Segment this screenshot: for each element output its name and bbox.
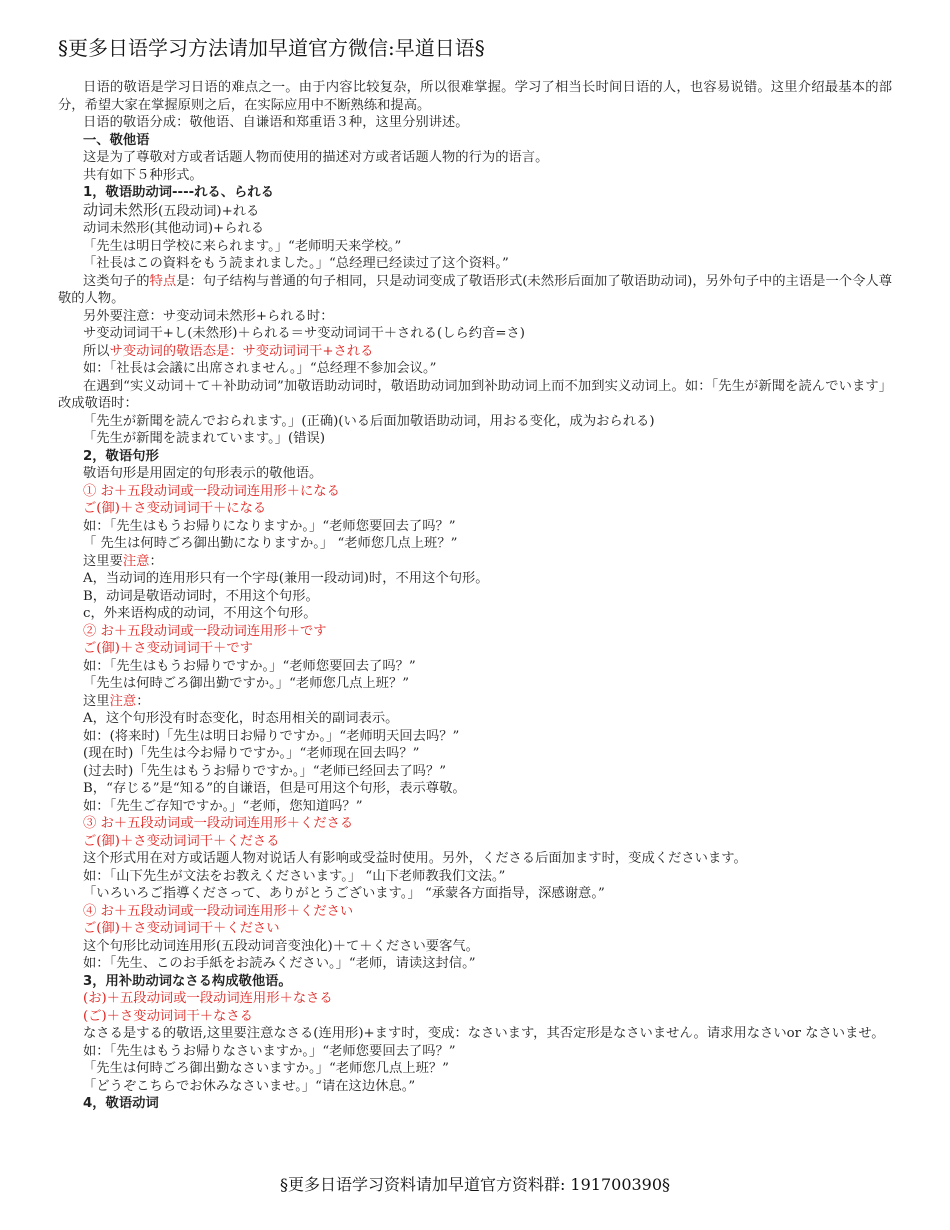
highlighted-text: (お)＋五段动词或一段动词连用形＋なさる [83,991,333,1006]
text-segment: 「先生は何時ごろ御出勤ですか。」“老师您几点上班？” [83,676,410,691]
highlighted-text: 特点 [149,273,177,289]
paragraph-line [58,938,892,956]
highlighted-text: (ご)＋さ变动词词干＋なさる [83,1008,253,1024]
text-segment: 4，敬语动词 [83,1096,159,1111]
highlighted-text: ご(御)＋さ变动词词干＋です [83,641,253,656]
page-footer: §更多日语学习资料请加早道官方资料群: 191700390§ [279,1175,671,1194]
text-segment: 这类句子的 [83,273,150,289]
paragraph-line [58,430,892,448]
text-segment: 所以 [83,343,110,359]
text-segment: 如：「先生ご存知ですか。」“老师，您知道吗？” [83,798,363,814]
paragraph-line [58,955,892,973]
text-segment: ： [149,553,163,569]
paragraph-line [58,308,892,326]
paragraph-line [58,273,892,308]
paragraph-line [58,465,892,483]
text-segment: 如：「先生はもうお帰りになりますか。」“老师您要回去了吗？” [83,518,456,534]
text-segment: サ变动词词干+し(未然形)＋られる＝サ变动词词干＋される(しら约音=さ) [83,326,525,341]
text-segment: 一、敬他语 [83,132,150,148]
paragraph-line [58,413,892,431]
text-segment: 如：「先生、このお手紙をお読みください。」“老师，请读这封信。” [83,956,476,971]
text-segment: 如：「山下先生が文法をお教えくださいます。」 “山下老师教我们文法。” [83,868,506,884]
text-segment: 2，敬语句形 [83,448,159,464]
text-segment: 「先生は何時ごろ御出勤なさいますか。」“老师您几点上班？” [83,1061,449,1076]
section-heading [58,973,892,991]
text-segment: 日语的敬语分成：敬他语、自谦语和郑重语３种，这里分别讲述。 [83,115,469,130]
text-segment: 动词未然形(其他动词)+られる [83,221,265,236]
paragraph-line [58,202,892,221]
text-segment: 如：(将来时)「先生は明日お帰りですか。」“老师明天回去吗？” [83,728,460,744]
text-segment: なさる是する的敬语,这里要注意なさる(连用形)+ます时，变成：なさいます，其否定形是なさいません。请求用なさいor なさいませ。 [83,1026,885,1041]
paragraph-line [58,1008,892,1026]
paragraph-line [58,710,892,728]
text-segment: 这是为了尊敬对方或者话题人物而使用的描述对方或者话题人物的行为的语言。 [83,150,549,165]
paragraph-line [58,588,892,606]
paragraph-line [58,570,892,588]
text-segment: B，动词是敬语动词时，不用这个句形。 [83,588,319,604]
section-heading [58,1095,892,1113]
highlighted-text: ② お＋五段动词或一段动词连用形＋です [83,623,327,639]
paragraph-line [58,167,892,185]
text-segment: 「どうぞこちらでお休みなさいませ。」“请在这边休息。” [83,1078,416,1094]
text-segment: 如：「先生はもうお帰りなさいますか。」“老师您要回去了吗？” [83,1043,456,1059]
paragraph-line [58,640,892,658]
text-segment: 「先生が新聞を読んでおられます。」(正确)(いる后面加敬语助动词，用おる变化，成为おられる) [83,413,655,429]
paragraph-line [58,675,892,693]
section-heading [58,184,892,202]
section-heading [58,448,892,466]
paragraph-line [58,850,892,868]
text-segment: (过去时)「先生はもうお帰りですか。」“老师已经回去了吗？” [83,763,447,779]
paragraph-line [58,780,892,798]
text-segment: 「 先生は何時ごろ御出勤になりますか。」 “老师您几点上班？” [83,536,458,551]
paragraph-line [58,343,892,361]
text-segment: 如：「社長は会議に出席されません。」“总经理不参加会议。” [83,361,437,376]
text-segment: 「いろいろご指導くださって、ありがとうございます。」 “承蒙各方面指导，深感谢意。” [83,886,605,901]
text-segment: 这里 [83,693,110,709]
text-segment: 日语的敬语是学习日语的难点之一。由于内容比较复杂，所以很难掌握。学习了相当长时间日语的人，也容易说错。这里介绍最基本的部分，希望大家在掌握原则之后，在实际应用中不断熟练和提高。 [58,80,892,113]
paragraph-line [58,500,892,518]
document-body [58,79,892,1113]
paragraph-line [58,378,892,413]
text-segment: ： [136,693,150,709]
text-segment: c，外来语构成的动词，不用这个句形。 [83,606,317,621]
text-segment: A，当动词的连用形只有一个字母(兼用一段动词)时，不用这个句形。 [83,571,489,586]
paragraph-line [58,658,892,676]
paragraph-line [58,798,892,816]
highlighted-text: ④ お＋五段动词或一段动词连用形＋ください [83,903,354,919]
paragraph-line [58,1078,892,1096]
highlighted-text: ③ お＋五段动词或一段动词连用形＋くださる [83,816,354,831]
highlighted-text: ご(御)＋さ变动词词干＋くださる [83,833,280,849]
paragraph-line [58,1025,892,1043]
text-segment: (五段动词)+れる [158,203,260,219]
paragraph-line [58,79,892,114]
paragraph-line [58,903,892,921]
paragraph-line [58,728,892,746]
paragraph-line [58,255,892,273]
paragraph-line [58,693,892,711]
text-segment: 另外要注意：サ变动词未然形+られる时： [83,308,334,324]
paragraph-line [58,623,892,641]
paragraph-line [58,745,892,763]
text-segment: 如：「先生はもうお帰りですか。」“老师您要回去了吗？” [83,658,416,674]
paragraph-line [58,815,892,833]
highlighted-text: 注意 [109,693,137,709]
text-segment: 1，敬语助动词----れる、られる [83,185,274,200]
text-segment: 共有如下５种形式。 [83,167,203,183]
text-segment: 这个形式用在对方或话题人物对说话人有影响或受益时使用。另外，くださる后面加ます时，变成くださいます。 [83,851,747,866]
paragraph-line [58,868,892,886]
section-heading [58,132,892,150]
highlighted-text: ご(御)＋さ变动词词干＋ください [83,921,280,936]
paragraph-line [58,325,892,343]
highlighted-text: 注意 [122,553,150,569]
highlighted-text: ① お＋五段动词或一段动词连用形＋になる [83,483,340,499]
paragraph-line [58,920,892,938]
text-segment: 这个句形比动词连用形(五段动词音变浊化)＋て＋ください要客气。 [83,938,479,954]
paragraph-line [58,990,892,1008]
highlighted-text: ご(御)＋さ变动词词干＋になる [83,501,267,516]
page-header: §更多日语学习方法请加早道官方微信:早道日语§ [58,36,485,60]
text-segment: 「先生が新聞を読まれています。」(错误) [83,431,326,446]
highlighted-text: サ变动词的敬语态是：サ变动词词干+される [109,343,374,359]
paragraph-line [58,833,892,851]
text-segment: 「先生は明日学校に来られます。」“老师明天来学校。” [83,238,402,254]
paragraph-line [58,885,892,903]
text-segment: 这里要 [83,553,123,569]
text-segment: 动词未然形 [83,200,159,219]
paragraph-line [58,483,892,501]
text-segment: 是：句子结构与普通的句子相同，只是动词变成了敬语形式(未然形后面加了敬语助动词)，另外句子中的主语是一个令人尊敬的人物。 [58,273,893,306]
paragraph-line [58,518,892,536]
paragraph-line [58,149,892,167]
text-segment: A，这个句形没有时态变化，时态用相关的副词表示。 [83,711,399,726]
paragraph-line [58,553,892,571]
paragraph-line [58,220,892,238]
paragraph-line [58,1060,892,1078]
paragraph-line [58,360,892,378]
text-segment: B，“存じる”是“知る”的自谦语，但是可用这个句形，表示尊敬。 [83,781,466,796]
paragraph-line [58,1043,892,1061]
text-segment: 「社長はこの資料をもう読まれました。」“总经理已经读过了这个资料。” [83,256,509,271]
text-segment: 在遇到“实义动词＋て＋补助动词”加敬语助动词时，敬语助动词加到补助动词上而不加到实义动词上。如：「先生が新聞を読んでいます」改成敬语时： [58,378,892,411]
paragraph-line [58,238,892,256]
paragraph-line [58,535,892,553]
paragraph-line [58,763,892,781]
paragraph-line [58,114,892,132]
text-segment: (现在时)「先生は今お帰りですか。」“老师现在回去吗？” [83,746,420,761]
text-segment: 敬语句形是用固定的句形表示的敬他语。 [83,466,323,481]
paragraph-line [58,605,892,623]
text-segment: 3，用补助动词なさる构成敬他语。 [83,973,292,989]
